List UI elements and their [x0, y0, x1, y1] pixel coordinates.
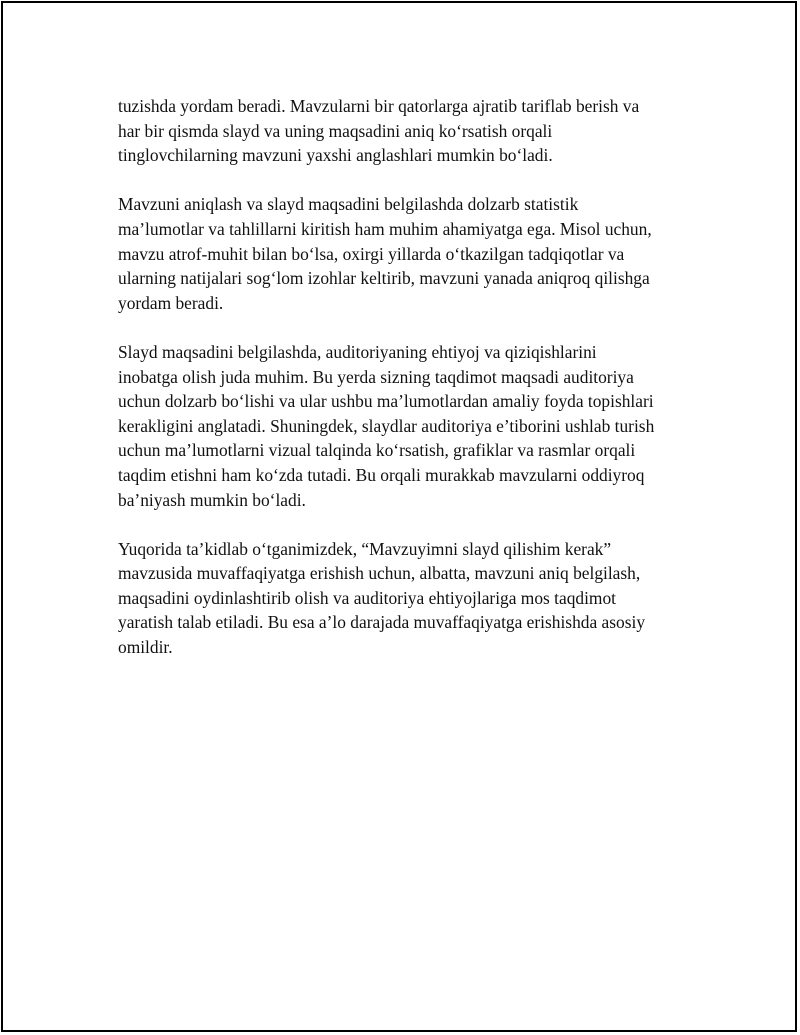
paragraph-4: Yuqorida ta’kidlab o‘tganimizdek, “Mavzuyimni slayd qilishim kerak” mavzusida muvaffaqiyatga erishish uchun, albatta, mavzuni aniq belgilash, maqsadini oydinlashtirib olish va auditoriya ehtiyojlariga mos taqdimot yaratish talab etiladi. Bu esa a’lo darajada muvaffaqiyatga erishishda asosiy omildir. — [118, 538, 646, 658]
document-page — [1, 1, 797, 1032]
document-body — [118, 94, 698, 684]
paragraph-2: Mavzuni aniqlash va slayd maqsadini belgilashda dolzarb statistik ma’lumotlar va tahlillarni kiritish ham muhim ahamiyatga ega. Misol uchun, mavzu atrof-muhit bilan bo‘lsa, oxirgi yillarda o‘tkazilgan tadqiqotlar va ularning natijalari sog‘lom izohlar keltirib, mavzuni yanada aniqroq qilishga yordam beradi. — [118, 194, 652, 313]
paragraph-1: tuzishda yordam beradi. Mavzularni bir qatorlarga ajratib tariflab berish va har bir qismda slayd va uning maqsadini aniq ko‘rsatish orqali tinglovchilarning mavzuni yaxshi anglashlari mumkin bo‘ladi. — [118, 96, 640, 166]
paragraph-3: Slayd maqsadini belgilashda, auditoriyaning ehtiyoj va qiziqishlarini inobatga olish juda muhim. Bu yerda sizning taqdimot maqsadi auditoriya uchun dolzarb bo‘lishi va ular ushbu ma’lumotlardan amaliy foyda topishlari kerakligini anglatadi. Shuningdek, slaydlar auditoriya e’tiborini ushlab turish uchun ma’lumotlarni vizual talqinda ko‘rsatish, grafiklar va rasmlar orqali taqdim etishni ham ko‘zda tutadi. Bu orqali murakkab mavzularni oddiyroq ba’niyash mumkin bo‘ladi. — [118, 341, 655, 510]
